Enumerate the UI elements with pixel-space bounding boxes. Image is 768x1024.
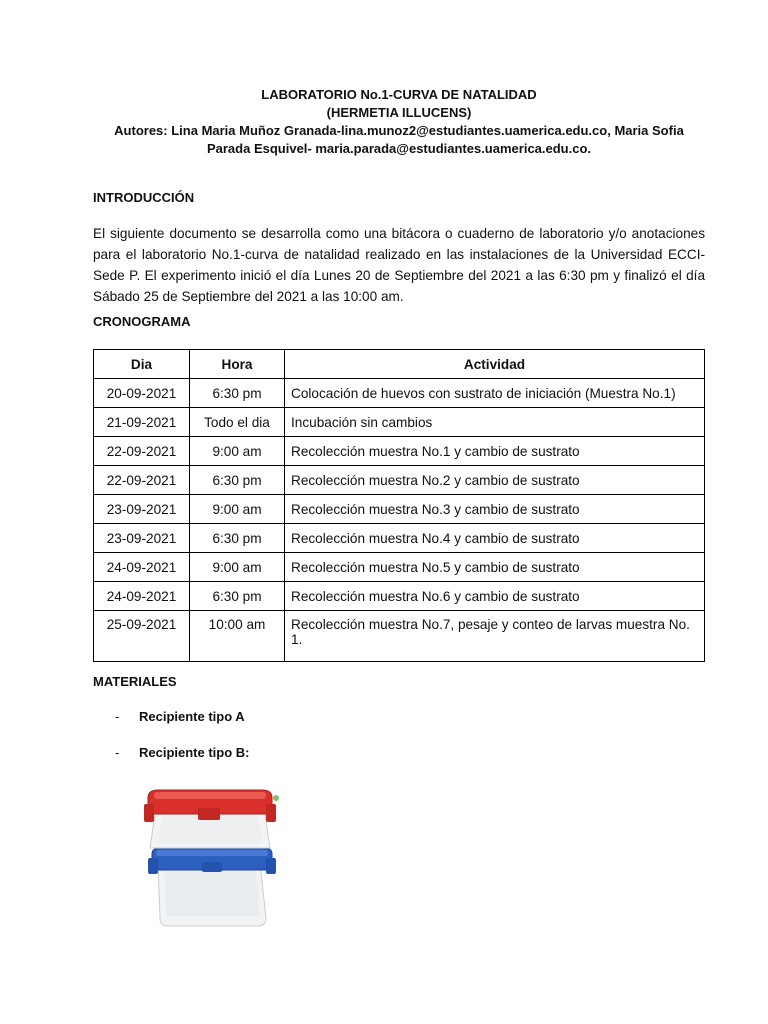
cell-hora: 9:00 am — [190, 495, 285, 524]
cell-actividad: Recolección muestra No.3 y cambio de sustrato — [285, 495, 705, 524]
cell-dia: 23-09-2021 — [94, 495, 190, 524]
cell-hora: Todo el dia — [190, 408, 285, 437]
cell-dia: 24-09-2021 — [94, 582, 190, 611]
cell-hora: 6:30 pm — [190, 466, 285, 495]
table-row — [94, 379, 705, 408]
material-label: Recipiente tipo A — [139, 709, 245, 724]
document-subtitle: (HERMETIA ILLUCENS) — [326, 105, 472, 120]
document-title: LABORATORIO No.1-CURVA DE NATALIDAD — [261, 87, 537, 102]
cell-actividad: Colocación de huevos con sustrato de iniciación (Muestra No.1) — [285, 379, 705, 408]
cell-dia: 25-09-2021 — [94, 611, 190, 662]
table-row — [94, 611, 705, 662]
list-item — [115, 709, 245, 725]
list-item — [115, 745, 250, 761]
table-row — [94, 553, 705, 582]
table-row — [94, 408, 705, 437]
cell-actividad: Recolección muestra No.4 y cambio de sustrato — [285, 524, 705, 553]
materiales-heading: MATERIALES — [93, 674, 177, 689]
bullet-marker: - — [115, 709, 120, 724]
cell-actividad: Recolección muestra No.6 y cambio de sustrato — [285, 582, 705, 611]
cell-dia: 21-09-2021 — [94, 408, 190, 437]
cell-actividad: Recolección muestra No.5 y cambio de sustrato — [285, 553, 705, 582]
cell-dia: 23-09-2021 — [94, 524, 190, 553]
cronograma-table — [93, 349, 705, 662]
cell-actividad: Recolección muestra No.1 y cambio de sustrato — [285, 437, 705, 466]
cell-hora: 6:30 pm — [190, 582, 285, 611]
authors-line-1: Autores: Lina Maria Muñoz Granada-lina.munoz2@estudiantes.uamerica.edu.co, Maria Sofia — [114, 123, 684, 138]
cell-hora: 10:00 am — [190, 611, 285, 662]
cell-dia: 24-09-2021 — [94, 553, 190, 582]
intro-paragraph: El siguiente documento se desarrolla como una bitácora o cuaderno de laboratorio y/o anotaciones para el laboratorio No.1-curva de natalidad realizado en las instalaciones de la Universidad ECCI-Sede P. El experimento inició el día Lunes 20 de Septiembre del 2021 a las 6:30 pm y finalizó el día Sábado 25 de Septiembre del 2021 a las 10:00 am. — [93, 226, 705, 304]
intro-heading: INTRODUCCIÓN — [93, 190, 195, 205]
cell-dia: 22-09-2021 — [94, 437, 190, 466]
column-header-hora: Hora — [190, 350, 285, 379]
cell-hora: 9:00 am — [190, 553, 285, 582]
cell-dia: 20-09-2021 — [94, 379, 190, 408]
table-row — [94, 495, 705, 524]
cell-dia: 22-09-2021 — [94, 466, 190, 495]
column-header-actividad: Actividad — [285, 350, 705, 379]
cronograma-heading: CRONOGRAMA — [93, 314, 191, 329]
table-header-row — [94, 350, 705, 379]
authors-line-2: Parada Esquivel- maria.parada@estudiantes.uamerica.edu.co. — [206, 141, 592, 156]
cell-actividad: Recolección muestra No.7, pesaje y conteo de larvas muestra No. 1. — [285, 611, 705, 662]
table-row — [94, 437, 705, 466]
cell-hora: 6:30 pm — [190, 379, 285, 408]
bullet-marker: - — [115, 745, 120, 760]
cell-hora: 6:30 pm — [190, 524, 285, 553]
table-row — [94, 524, 705, 553]
material-label: Recipiente tipo B: — [139, 745, 250, 760]
stacked-containers-image — [140, 778, 280, 933]
containers-illustration — [140, 778, 280, 933]
cell-hora: 9:00 am — [190, 437, 285, 466]
column-header-dia: Dia — [94, 350, 190, 379]
table-row — [94, 466, 705, 495]
cell-actividad: Recolección muestra No.2 y cambio de sustrato — [285, 466, 705, 495]
cell-actividad: Incubación sin cambios — [285, 408, 705, 437]
table-row — [94, 582, 705, 611]
document-header — [93, 86, 705, 158]
